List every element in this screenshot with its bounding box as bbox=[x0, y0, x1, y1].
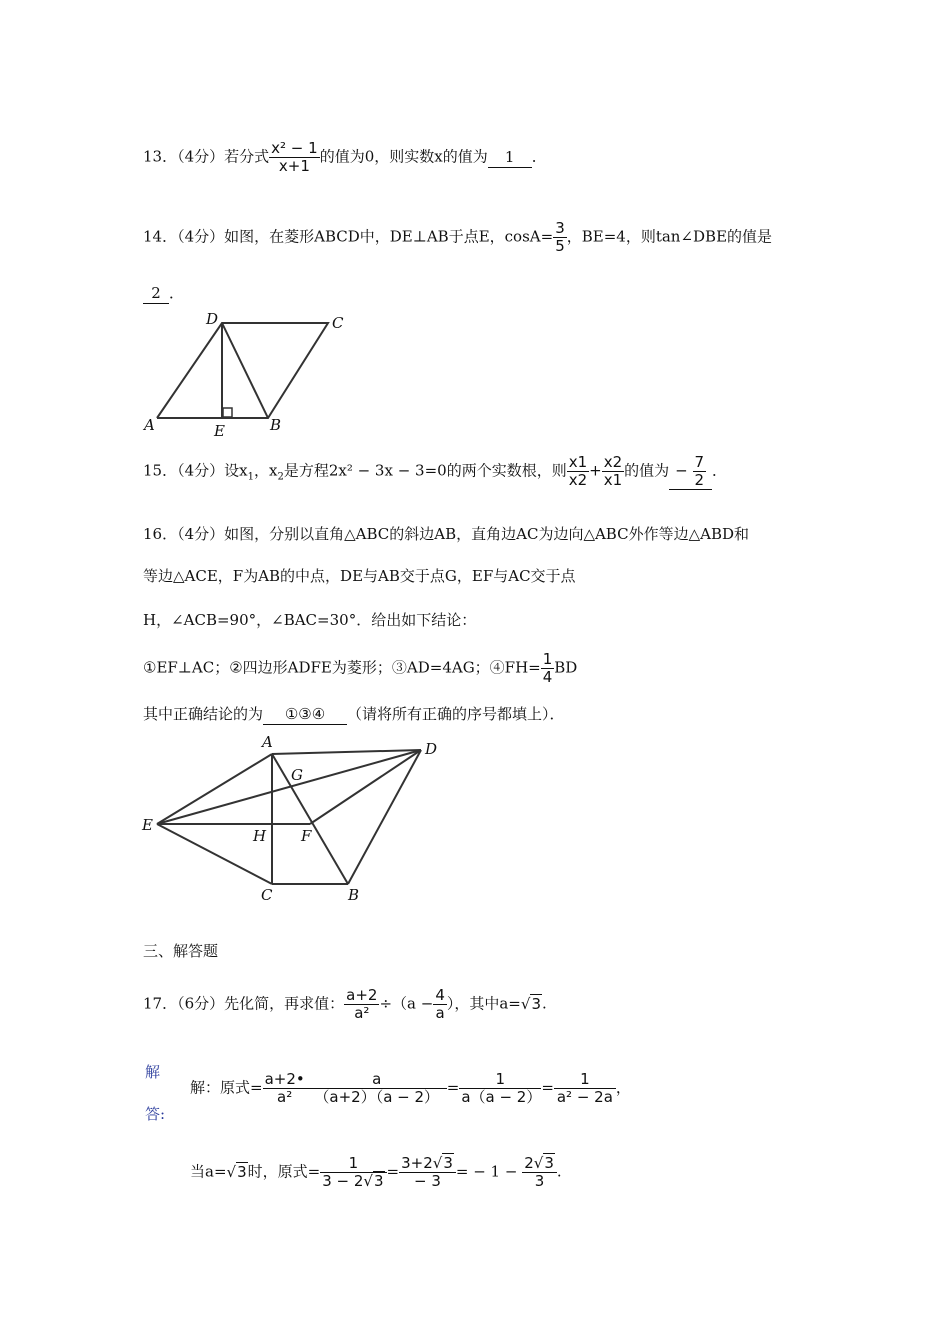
rhombus-outline bbox=[157, 323, 328, 418]
segment-AD bbox=[272, 750, 421, 754]
fraction: $\frac{3}{5}$ bbox=[555, 219, 565, 255]
rhombus-figure bbox=[140, 306, 360, 440]
fraction: $\frac{a+2•}{\text{a²}}$ bbox=[264, 1070, 305, 1106]
fraction: $\frac{7}{2}$ bbox=[694, 453, 705, 489]
question-14: 14．（4分）如图，在菱形ABCD中，DE⊥AB于点E，cosA= $\frac{3}{5}$ ，BE=4，则tan∠DBE的值是 bbox=[143, 219, 773, 255]
answer-blank: − $\frac{7}{2}$ bbox=[669, 454, 712, 490]
sqrt: √3 bbox=[520, 994, 541, 1013]
sqrt: √3 bbox=[432, 1154, 453, 1172]
solution-label-2: 答: bbox=[145, 1105, 166, 1123]
fraction: $\frac{2√3}{3}$ bbox=[522, 1155, 557, 1190]
label-A: A bbox=[144, 416, 155, 434]
segment-EA bbox=[157, 754, 272, 824]
fraction: $\frac{\text{x² − 1}}{x+1}$ bbox=[271, 139, 318, 175]
question-16-line-3: H，∠ACB=90°，∠BAC=30°．给出如下结论： bbox=[143, 611, 477, 629]
solution-line-1: 解：原式= $\frac{a+2•}{\text{a²}}$ $\frac{a}{(a+2)(a - 2)}$ = $\frac{1}{a(a - 2)}$ = $\frac{1}{\text{a² − 2a}}$ ， bbox=[190, 1070, 631, 1106]
label-B: B bbox=[348, 886, 360, 904]
label-D: D bbox=[425, 740, 438, 758]
answer-blank: 1 bbox=[488, 147, 532, 168]
fraction: $\frac{1}{a(a - 2)}$ bbox=[461, 1070, 542, 1106]
solution-line-2: 当a=√3时，原式= $\frac{1}{3 - 2√3}$ = $\frac{3+2√3}{- 3}$ = − 1 − $\frac{2√3}{3}$ . bbox=[190, 1154, 562, 1190]
fraction: $\frac{x2}{x1}$ bbox=[603, 453, 623, 489]
label-A: A bbox=[262, 734, 273, 751]
label-E: E bbox=[142, 816, 153, 834]
label-C: C bbox=[261, 886, 273, 904]
fraction: $\frac{1}{4}$ bbox=[542, 650, 553, 686]
label-C: C bbox=[332, 314, 344, 332]
triangle-figure bbox=[140, 734, 450, 906]
question-17: 17．（6分）先化简，再求值： $\frac{a+2}{\text{a²}}$ ÷（a − $\frac{4}{a}$ ），其中a=√3. bbox=[143, 986, 547, 1022]
label-G: G bbox=[291, 766, 303, 784]
right-angle-mark bbox=[223, 408, 232, 417]
answer-blank: 2 bbox=[143, 283, 169, 304]
fraction: $\frac{3+2√3}{- 3}$ bbox=[399, 1155, 456, 1190]
sqrt: √3 bbox=[533, 1154, 554, 1172]
section-heading: 三、解答题 bbox=[143, 942, 219, 960]
label-H: H bbox=[253, 827, 267, 845]
segment-FD bbox=[310, 750, 421, 824]
question-13: 13．（4分）若分式 $\frac{\text{x² − 1}}{x+1}$ 的值为0，则实数x的值为 1 ． bbox=[143, 139, 547, 175]
question-16-line-5: 其中正确结论的为 ①③④ （请将所有正确的序号都填上）． bbox=[143, 705, 565, 723]
answer-blank: ①③④ bbox=[263, 704, 347, 725]
label-D: D bbox=[206, 310, 219, 328]
sqrt: √3 bbox=[226, 1162, 247, 1181]
segment-DB bbox=[348, 750, 421, 884]
fraction: $\frac{4}{a}$ bbox=[435, 986, 445, 1022]
segment-ED bbox=[157, 750, 421, 824]
fraction: $\frac{a+2}{\text{a²}}$ bbox=[346, 986, 378, 1022]
segment-DB bbox=[222, 323, 268, 418]
label-B: B bbox=[270, 416, 282, 434]
label-E: E bbox=[214, 422, 225, 440]
question-16-line-1: 16．（4分）如图，分别以直角△ABC的斜边AB，直角边AC为边向△ABC外作等边△ABD和 bbox=[143, 525, 750, 543]
fraction: $\frac{x1}{x2}$ bbox=[568, 453, 588, 489]
fraction: $\frac{1}{3 - 2√3}$ bbox=[320, 1155, 386, 1190]
question-16-line-2: 等边△ACE，F为AB的中点，DE与AB交于点G，EF与AC交于点 bbox=[143, 567, 576, 585]
fraction: $\frac{1}{\text{a² − 2a}}$ bbox=[554, 1071, 616, 1106]
question-16-line-4: ①EF⊥AC；②四边形ADFE为菱形；③AD=4AG；④FH= $\frac{1}{4}$ BD bbox=[143, 650, 578, 686]
question-14-answer-line: 2 ． bbox=[143, 283, 184, 304]
sqrt: √3 bbox=[363, 1172, 384, 1190]
question-15: 15．（4分）设$x_1$，$x_2$是方程2x² − 3x − 3=0的两个实数根，则 $\frac{x1}{x2}$ + $\frac{x2}{x1}$ 的值为 − $\frac{7}{2}$ ． bbox=[143, 453, 728, 489]
label-F: F bbox=[301, 827, 312, 845]
fraction: $\frac{a}{(a+2)(a - 2)}$ bbox=[307, 1071, 447, 1106]
solution-label-1: 解 bbox=[145, 1063, 161, 1081]
